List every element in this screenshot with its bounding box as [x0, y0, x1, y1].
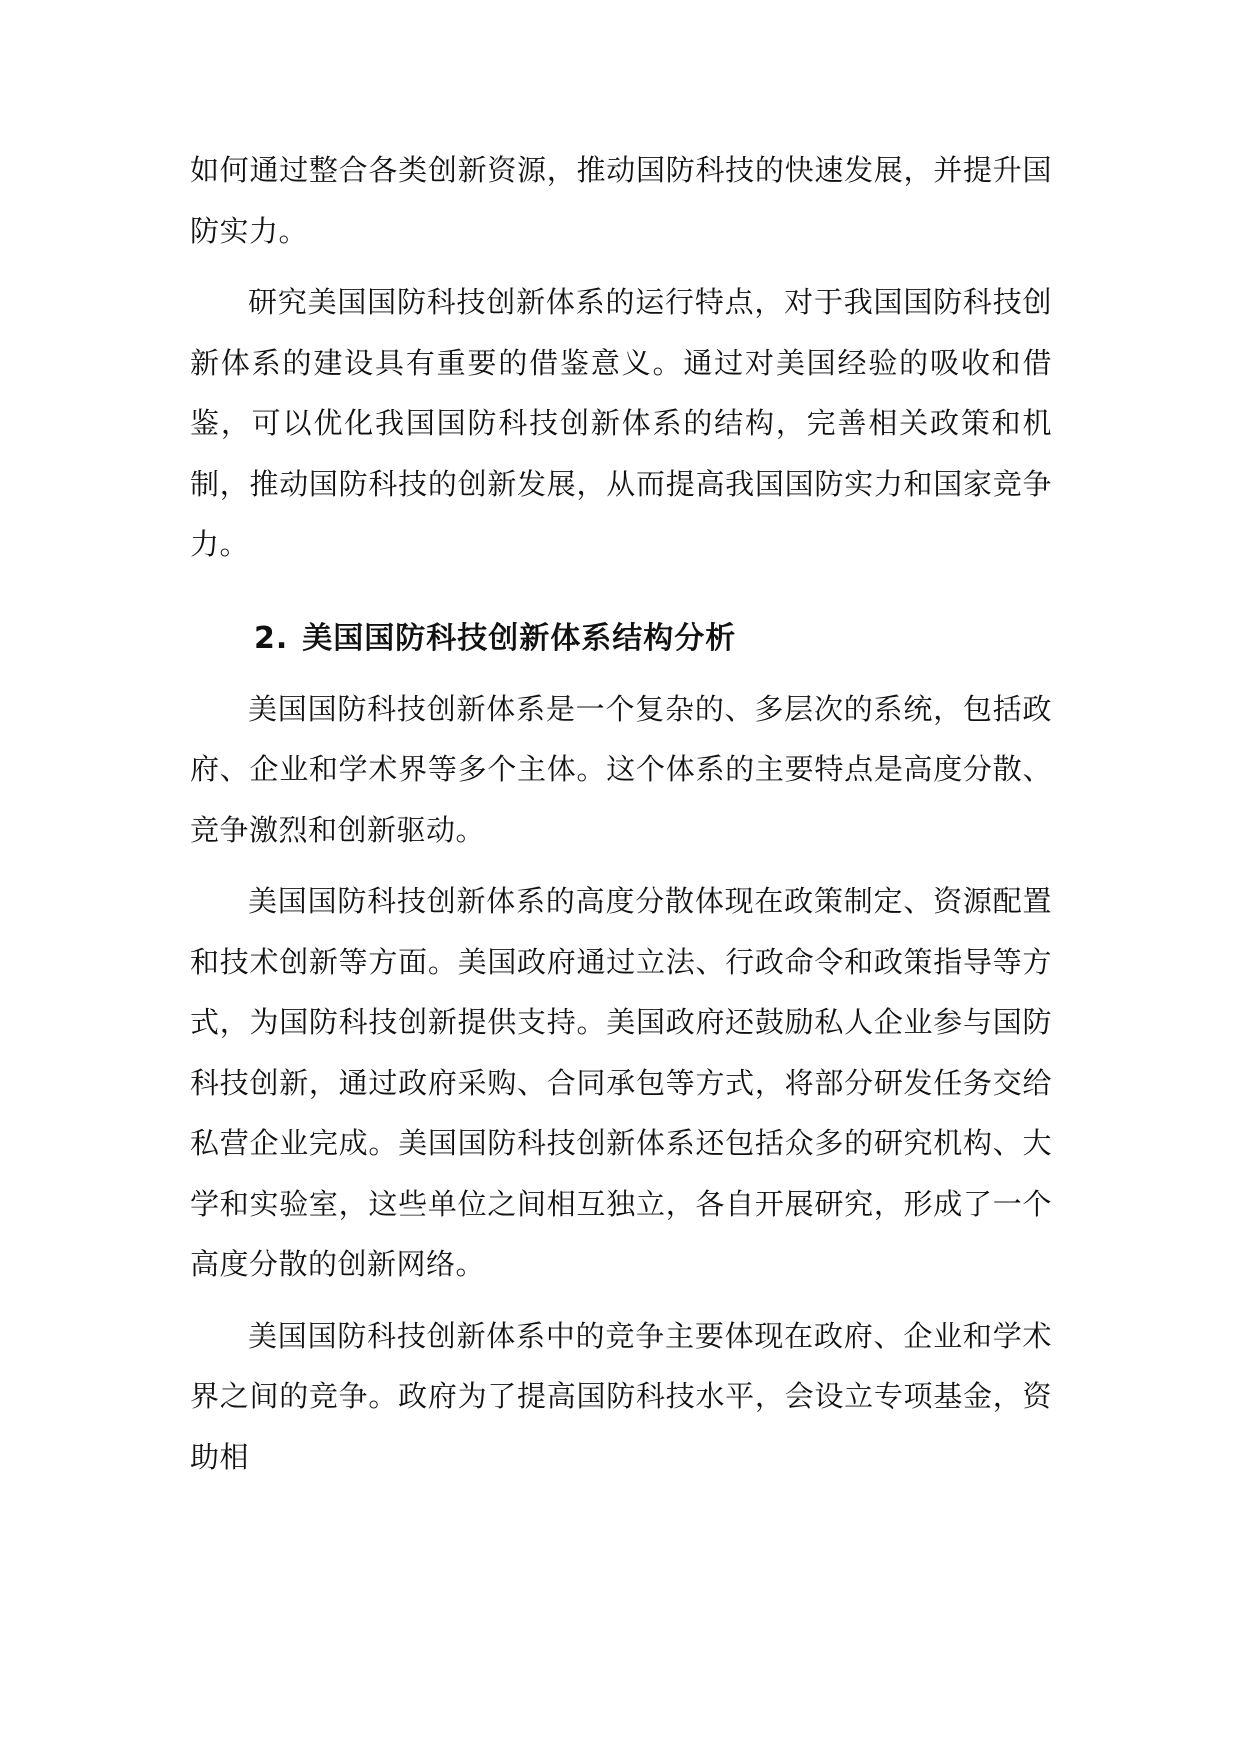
paragraph-competition: 美国国防科技创新体系中的竞争主要体现在政府、企业和学术界之间的竞争。政府为了提高国防科技水平，会设立专项基金，资助相 [190, 1318, 1052, 1474]
paragraph-continuation: 如何通过整合各类创新资源，推动国防科技的快速发展，并提升国防实力。 [190, 153, 1052, 248]
document-page [190, 140, 1052, 1487]
paragraph-research-significance: 研究美国国防科技创新体系的运行特点，对于我国国防科技创新体系的建设具有重要的借鉴意义。通过对美国经验的吸收和借鉴，可以优化我国国防科技创新体系的结构，完善相关政策和机制，推动国防科技的创新发展，从而提高我国国防实力和国家竞争力。 [190, 285, 1052, 561]
paragraph-decentralization: 美国国防科技创新体系的高度分散体现在政策制定、资源配置和技术创新等方面。美国政府通过立法、行政命令和政策指导等方式，为国防科技创新提供支持。美国政府还鼓励私人企业参与国防科技创新，通过政府采购、合同承包等方式，将部分研发任务交给私营企业完成。美国国防科技创新体系还包括众多的研究机构、大学和实验室，这些单位之间相互独立，各自开展研究，形成了一个高度分散的创新网络。 [190, 884, 1052, 1281]
section-heading [190, 609, 1052, 669]
section-number: 2. [254, 620, 289, 656]
paragraph-system-overview: 美国国防科技创新体系是一个复杂的、多层次的系统，包括政府、企业和学术界等多个主体。这个体系的主要特点是高度分散、竞争激烈和创新驱动。 [190, 691, 1052, 847]
section-title: 美国国防科技创新体系结构分析 [302, 620, 737, 656]
